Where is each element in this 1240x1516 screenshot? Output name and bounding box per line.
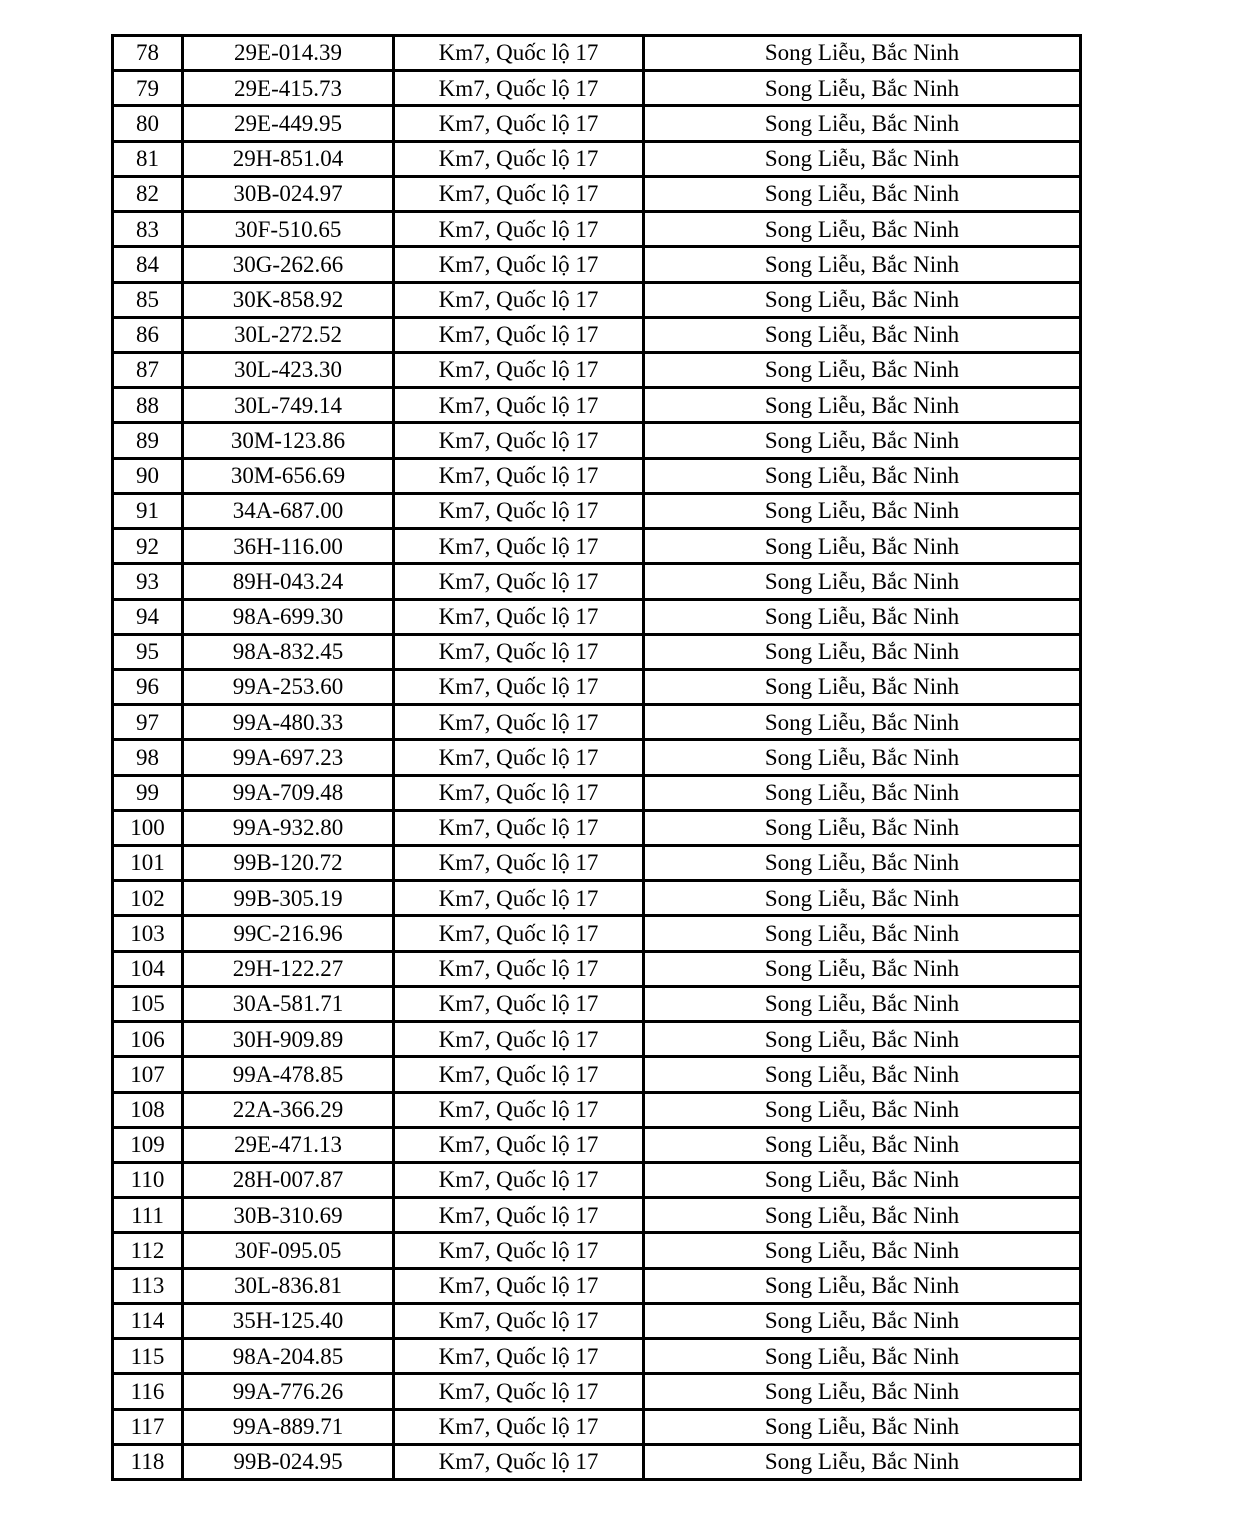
row-number-cell: 92 bbox=[113, 529, 183, 564]
row-number-cell: 98 bbox=[113, 740, 183, 775]
plate-number-cell: 28H-007.87 bbox=[183, 1163, 394, 1198]
table-row bbox=[113, 1163, 1081, 1198]
plate-number-cell: 30M-656.69 bbox=[183, 458, 394, 493]
row-number-cell: 80 bbox=[113, 106, 183, 141]
row-number-cell: 112 bbox=[113, 1233, 183, 1268]
table-row bbox=[113, 1127, 1081, 1162]
commune-cell: Song Liễu, Bắc Ninh bbox=[644, 775, 1081, 810]
violation-location-cell: Km7, Quốc lộ 17 bbox=[394, 599, 644, 634]
row-number-cell: 113 bbox=[113, 1268, 183, 1303]
plate-number-cell: 30B-310.69 bbox=[183, 1198, 394, 1233]
violation-location-cell: Km7, Quốc lộ 17 bbox=[394, 740, 644, 775]
commune-cell: Song Liễu, Bắc Ninh bbox=[644, 493, 1081, 528]
plate-number-cell: 29E-449.95 bbox=[183, 106, 394, 141]
row-number-cell: 82 bbox=[113, 176, 183, 211]
row-number-cell: 97 bbox=[113, 705, 183, 740]
row-number-cell: 110 bbox=[113, 1163, 183, 1198]
plate-number-cell: 98A-699.30 bbox=[183, 599, 394, 634]
table-row bbox=[113, 916, 1081, 951]
plate-number-cell: 98A-832.45 bbox=[183, 634, 394, 669]
row-number-cell: 84 bbox=[113, 247, 183, 282]
violation-location-cell: Km7, Quốc lộ 17 bbox=[394, 176, 644, 211]
violation-location-cell: Km7, Quốc lộ 17 bbox=[394, 106, 644, 141]
table-row bbox=[113, 846, 1081, 881]
violation-location-cell: Km7, Quốc lộ 17 bbox=[394, 881, 644, 916]
violation-location-cell: Km7, Quốc lộ 17 bbox=[394, 705, 644, 740]
violation-location-cell: Km7, Quốc lộ 17 bbox=[394, 1022, 644, 1057]
row-number-cell: 101 bbox=[113, 846, 183, 881]
table-row bbox=[113, 740, 1081, 775]
plate-number-cell: 99B-305.19 bbox=[183, 881, 394, 916]
commune-cell: Song Liễu, Bắc Ninh bbox=[644, 529, 1081, 564]
commune-cell: Song Liễu, Bắc Ninh bbox=[644, 71, 1081, 106]
table-row bbox=[113, 106, 1081, 141]
violation-location-cell: Km7, Quốc lộ 17 bbox=[394, 1057, 644, 1092]
violation-location-cell: Km7, Quốc lộ 17 bbox=[394, 458, 644, 493]
table-row bbox=[113, 1022, 1081, 1057]
commune-cell: Song Liễu, Bắc Ninh bbox=[644, 247, 1081, 282]
violation-location-cell: Km7, Quốc lộ 17 bbox=[394, 247, 644, 282]
commune-cell: Song Liễu, Bắc Ninh bbox=[644, 846, 1081, 881]
plate-number-cell: 30F-510.65 bbox=[183, 212, 394, 247]
violation-location-cell: Km7, Quốc lộ 17 bbox=[394, 1198, 644, 1233]
table-row bbox=[113, 493, 1081, 528]
plate-number-cell: 29E-415.73 bbox=[183, 71, 394, 106]
plate-number-cell: 98A-204.85 bbox=[183, 1339, 394, 1374]
table-row bbox=[113, 282, 1081, 317]
row-number-cell: 103 bbox=[113, 916, 183, 951]
plate-number-cell: 30L-836.81 bbox=[183, 1268, 394, 1303]
table-row bbox=[113, 705, 1081, 740]
row-number-cell: 78 bbox=[113, 36, 183, 71]
plate-number-cell: 30F-095.05 bbox=[183, 1233, 394, 1268]
violation-location-cell: Km7, Quốc lộ 17 bbox=[394, 1303, 644, 1338]
commune-cell: Song Liễu, Bắc Ninh bbox=[644, 634, 1081, 669]
violation-location-cell: Km7, Quốc lộ 17 bbox=[394, 36, 644, 71]
table-row bbox=[113, 564, 1081, 599]
row-number-cell: 106 bbox=[113, 1022, 183, 1057]
plate-number-cell: 34A-687.00 bbox=[183, 493, 394, 528]
commune-cell: Song Liễu, Bắc Ninh bbox=[644, 881, 1081, 916]
commune-cell: Song Liễu, Bắc Ninh bbox=[644, 1303, 1081, 1338]
plate-number-cell: 99B-120.72 bbox=[183, 846, 394, 881]
plate-number-cell: 30L-423.30 bbox=[183, 352, 394, 387]
commune-cell: Song Liễu, Bắc Ninh bbox=[644, 36, 1081, 71]
table-row bbox=[113, 881, 1081, 916]
plate-number-cell: 36H-116.00 bbox=[183, 529, 394, 564]
violation-location-cell: Km7, Quốc lộ 17 bbox=[394, 493, 644, 528]
commune-cell: Song Liễu, Bắc Ninh bbox=[644, 1127, 1081, 1162]
violation-location-cell: Km7, Quốc lộ 17 bbox=[394, 352, 644, 387]
plate-number-cell: 30A-581.71 bbox=[183, 986, 394, 1021]
row-number-cell: 96 bbox=[113, 669, 183, 704]
plate-number-cell: 99A-478.85 bbox=[183, 1057, 394, 1092]
plate-number-cell: 99C-216.96 bbox=[183, 916, 394, 951]
table-row bbox=[113, 669, 1081, 704]
table-row bbox=[113, 1057, 1081, 1092]
row-number-cell: 107 bbox=[113, 1057, 183, 1092]
plate-number-cell: 29E-471.13 bbox=[183, 1127, 394, 1162]
plate-number-cell: 30H-909.89 bbox=[183, 1022, 394, 1057]
row-number-cell: 115 bbox=[113, 1339, 183, 1374]
row-number-cell: 99 bbox=[113, 775, 183, 810]
table-row bbox=[113, 141, 1081, 176]
table-row bbox=[113, 1409, 1081, 1444]
violation-location-cell: Km7, Quốc lộ 17 bbox=[394, 775, 644, 810]
violation-location-cell: Km7, Quốc lộ 17 bbox=[394, 1409, 644, 1444]
row-number-cell: 100 bbox=[113, 810, 183, 845]
commune-cell: Song Liễu, Bắc Ninh bbox=[644, 599, 1081, 634]
table-row bbox=[113, 317, 1081, 352]
row-number-cell: 114 bbox=[113, 1303, 183, 1338]
commune-cell: Song Liễu, Bắc Ninh bbox=[644, 106, 1081, 141]
commune-cell: Song Liễu, Bắc Ninh bbox=[644, 212, 1081, 247]
table-row bbox=[113, 634, 1081, 669]
table-row bbox=[113, 1092, 1081, 1127]
table-row bbox=[113, 986, 1081, 1021]
table-row bbox=[113, 951, 1081, 986]
table-row bbox=[113, 810, 1081, 845]
row-number-cell: 81 bbox=[113, 141, 183, 176]
violation-location-cell: Km7, Quốc lộ 17 bbox=[394, 669, 644, 704]
plate-number-cell: 99A-709.48 bbox=[183, 775, 394, 810]
row-number-cell: 88 bbox=[113, 388, 183, 423]
row-number-cell: 89 bbox=[113, 423, 183, 458]
row-number-cell: 93 bbox=[113, 564, 183, 599]
plate-number-cell: 30K-858.92 bbox=[183, 282, 394, 317]
violation-location-cell: Km7, Quốc lộ 17 bbox=[394, 1444, 644, 1479]
table-row bbox=[113, 1233, 1081, 1268]
plate-number-cell: 29H-122.27 bbox=[183, 951, 394, 986]
commune-cell: Song Liễu, Bắc Ninh bbox=[644, 388, 1081, 423]
violation-location-cell: Km7, Quốc lộ 17 bbox=[394, 388, 644, 423]
plate-number-cell: 22A-366.29 bbox=[183, 1092, 394, 1127]
row-number-cell: 94 bbox=[113, 599, 183, 634]
row-number-cell: 118 bbox=[113, 1444, 183, 1479]
commune-cell: Song Liễu, Bắc Ninh bbox=[644, 458, 1081, 493]
commune-cell: Song Liễu, Bắc Ninh bbox=[644, 951, 1081, 986]
commune-cell: Song Liễu, Bắc Ninh bbox=[644, 1163, 1081, 1198]
violation-location-cell: Km7, Quốc lộ 17 bbox=[394, 1268, 644, 1303]
commune-cell: Song Liễu, Bắc Ninh bbox=[644, 1444, 1081, 1479]
violation-location-cell: Km7, Quốc lộ 17 bbox=[394, 1092, 644, 1127]
violation-location-cell: Km7, Quốc lộ 17 bbox=[394, 810, 644, 845]
row-number-cell: 102 bbox=[113, 881, 183, 916]
table-row bbox=[113, 1268, 1081, 1303]
violation-location-cell: Km7, Quốc lộ 17 bbox=[394, 141, 644, 176]
plate-number-cell: 29H-851.04 bbox=[183, 141, 394, 176]
table-row bbox=[113, 1303, 1081, 1338]
commune-cell: Song Liễu, Bắc Ninh bbox=[644, 1198, 1081, 1233]
row-number-cell: 85 bbox=[113, 282, 183, 317]
commune-cell: Song Liễu, Bắc Ninh bbox=[644, 705, 1081, 740]
commune-cell: Song Liễu, Bắc Ninh bbox=[644, 1268, 1081, 1303]
commune-cell: Song Liễu, Bắc Ninh bbox=[644, 669, 1081, 704]
violation-location-cell: Km7, Quốc lộ 17 bbox=[394, 1163, 644, 1198]
violation-location-cell: Km7, Quốc lộ 17 bbox=[394, 423, 644, 458]
commune-cell: Song Liễu, Bắc Ninh bbox=[644, 352, 1081, 387]
row-number-cell: 86 bbox=[113, 317, 183, 352]
violation-location-cell: Km7, Quốc lộ 17 bbox=[394, 1127, 644, 1162]
commune-cell: Song Liễu, Bắc Ninh bbox=[644, 317, 1081, 352]
table-row bbox=[113, 458, 1081, 493]
violation-location-cell: Km7, Quốc lộ 17 bbox=[394, 916, 644, 951]
row-number-cell: 104 bbox=[113, 951, 183, 986]
row-number-cell: 108 bbox=[113, 1092, 183, 1127]
plate-number-cell: 30M-123.86 bbox=[183, 423, 394, 458]
plate-number-cell: 99A-253.60 bbox=[183, 669, 394, 704]
plate-number-cell: 99A-932.80 bbox=[183, 810, 394, 845]
commune-cell: Song Liễu, Bắc Ninh bbox=[644, 810, 1081, 845]
row-number-cell: 91 bbox=[113, 493, 183, 528]
plate-number-cell: 99A-697.23 bbox=[183, 740, 394, 775]
plate-number-cell: 30B-024.97 bbox=[183, 176, 394, 211]
table-row bbox=[113, 423, 1081, 458]
table-row bbox=[113, 529, 1081, 564]
commune-cell: Song Liễu, Bắc Ninh bbox=[644, 282, 1081, 317]
violation-location-cell: Km7, Quốc lộ 17 bbox=[394, 634, 644, 669]
table-row bbox=[113, 388, 1081, 423]
row-number-cell: 111 bbox=[113, 1198, 183, 1233]
commune-cell: Song Liễu, Bắc Ninh bbox=[644, 423, 1081, 458]
row-number-cell: 90 bbox=[113, 458, 183, 493]
violation-location-cell: Km7, Quốc lộ 17 bbox=[394, 846, 644, 881]
violation-location-cell: Km7, Quốc lộ 17 bbox=[394, 951, 644, 986]
violation-location-cell: Km7, Quốc lộ 17 bbox=[394, 282, 644, 317]
plate-table-body bbox=[113, 36, 1081, 1480]
table-row bbox=[113, 352, 1081, 387]
table-row bbox=[113, 176, 1081, 211]
violation-location-cell: Km7, Quốc lộ 17 bbox=[394, 1339, 644, 1374]
commune-cell: Song Liễu, Bắc Ninh bbox=[644, 1057, 1081, 1092]
commune-cell: Song Liễu, Bắc Ninh bbox=[644, 1409, 1081, 1444]
plate-number-cell: 99A-480.33 bbox=[183, 705, 394, 740]
commune-cell: Song Liễu, Bắc Ninh bbox=[644, 1374, 1081, 1409]
row-number-cell: 79 bbox=[113, 71, 183, 106]
commune-cell: Song Liễu, Bắc Ninh bbox=[644, 986, 1081, 1021]
vehicle-plate-table bbox=[111, 34, 1082, 1481]
table-row bbox=[113, 1374, 1081, 1409]
plate-number-cell: 99B-024.95 bbox=[183, 1444, 394, 1479]
row-number-cell: 105 bbox=[113, 986, 183, 1021]
row-number-cell: 95 bbox=[113, 634, 183, 669]
plate-number-cell: 30L-749.14 bbox=[183, 388, 394, 423]
violation-location-cell: Km7, Quốc lộ 17 bbox=[394, 986, 644, 1021]
table-row bbox=[113, 36, 1081, 71]
table-row bbox=[113, 775, 1081, 810]
commune-cell: Song Liễu, Bắc Ninh bbox=[644, 141, 1081, 176]
commune-cell: Song Liễu, Bắc Ninh bbox=[644, 1022, 1081, 1057]
plate-number-cell: 89H-043.24 bbox=[183, 564, 394, 599]
violation-location-cell: Km7, Quốc lộ 17 bbox=[394, 71, 644, 106]
violation-location-cell: Km7, Quốc lộ 17 bbox=[394, 212, 644, 247]
plate-number-cell: 30L-272.52 bbox=[183, 317, 394, 352]
violation-location-cell: Km7, Quốc lộ 17 bbox=[394, 317, 644, 352]
row-number-cell: 109 bbox=[113, 1127, 183, 1162]
commune-cell: Song Liễu, Bắc Ninh bbox=[644, 1092, 1081, 1127]
commune-cell: Song Liễu, Bắc Ninh bbox=[644, 740, 1081, 775]
plate-number-cell: 99A-776.26 bbox=[183, 1374, 394, 1409]
commune-cell: Song Liễu, Bắc Ninh bbox=[644, 1233, 1081, 1268]
plate-number-cell: 29E-014.39 bbox=[183, 36, 394, 71]
violation-location-cell: Km7, Quốc lộ 17 bbox=[394, 1233, 644, 1268]
table-row bbox=[113, 212, 1081, 247]
commune-cell: Song Liễu, Bắc Ninh bbox=[644, 1339, 1081, 1374]
plate-number-cell: 35H-125.40 bbox=[183, 1303, 394, 1338]
table-row bbox=[113, 1198, 1081, 1233]
row-number-cell: 87 bbox=[113, 352, 183, 387]
table-row bbox=[113, 1444, 1081, 1479]
row-number-cell: 83 bbox=[113, 212, 183, 247]
table-row bbox=[113, 247, 1081, 282]
row-number-cell: 117 bbox=[113, 1409, 183, 1444]
commune-cell: Song Liễu, Bắc Ninh bbox=[644, 564, 1081, 599]
row-number-cell: 116 bbox=[113, 1374, 183, 1409]
table-row bbox=[113, 1339, 1081, 1374]
violation-location-cell: Km7, Quốc lộ 17 bbox=[394, 564, 644, 599]
violation-location-cell: Km7, Quốc lộ 17 bbox=[394, 529, 644, 564]
plate-number-cell: 99A-889.71 bbox=[183, 1409, 394, 1444]
commune-cell: Song Liễu, Bắc Ninh bbox=[644, 916, 1081, 951]
violation-location-cell: Km7, Quốc lộ 17 bbox=[394, 1374, 644, 1409]
plate-number-cell: 30G-262.66 bbox=[183, 247, 394, 282]
commune-cell: Song Liễu, Bắc Ninh bbox=[644, 176, 1081, 211]
table-row bbox=[113, 599, 1081, 634]
table-row bbox=[113, 71, 1081, 106]
